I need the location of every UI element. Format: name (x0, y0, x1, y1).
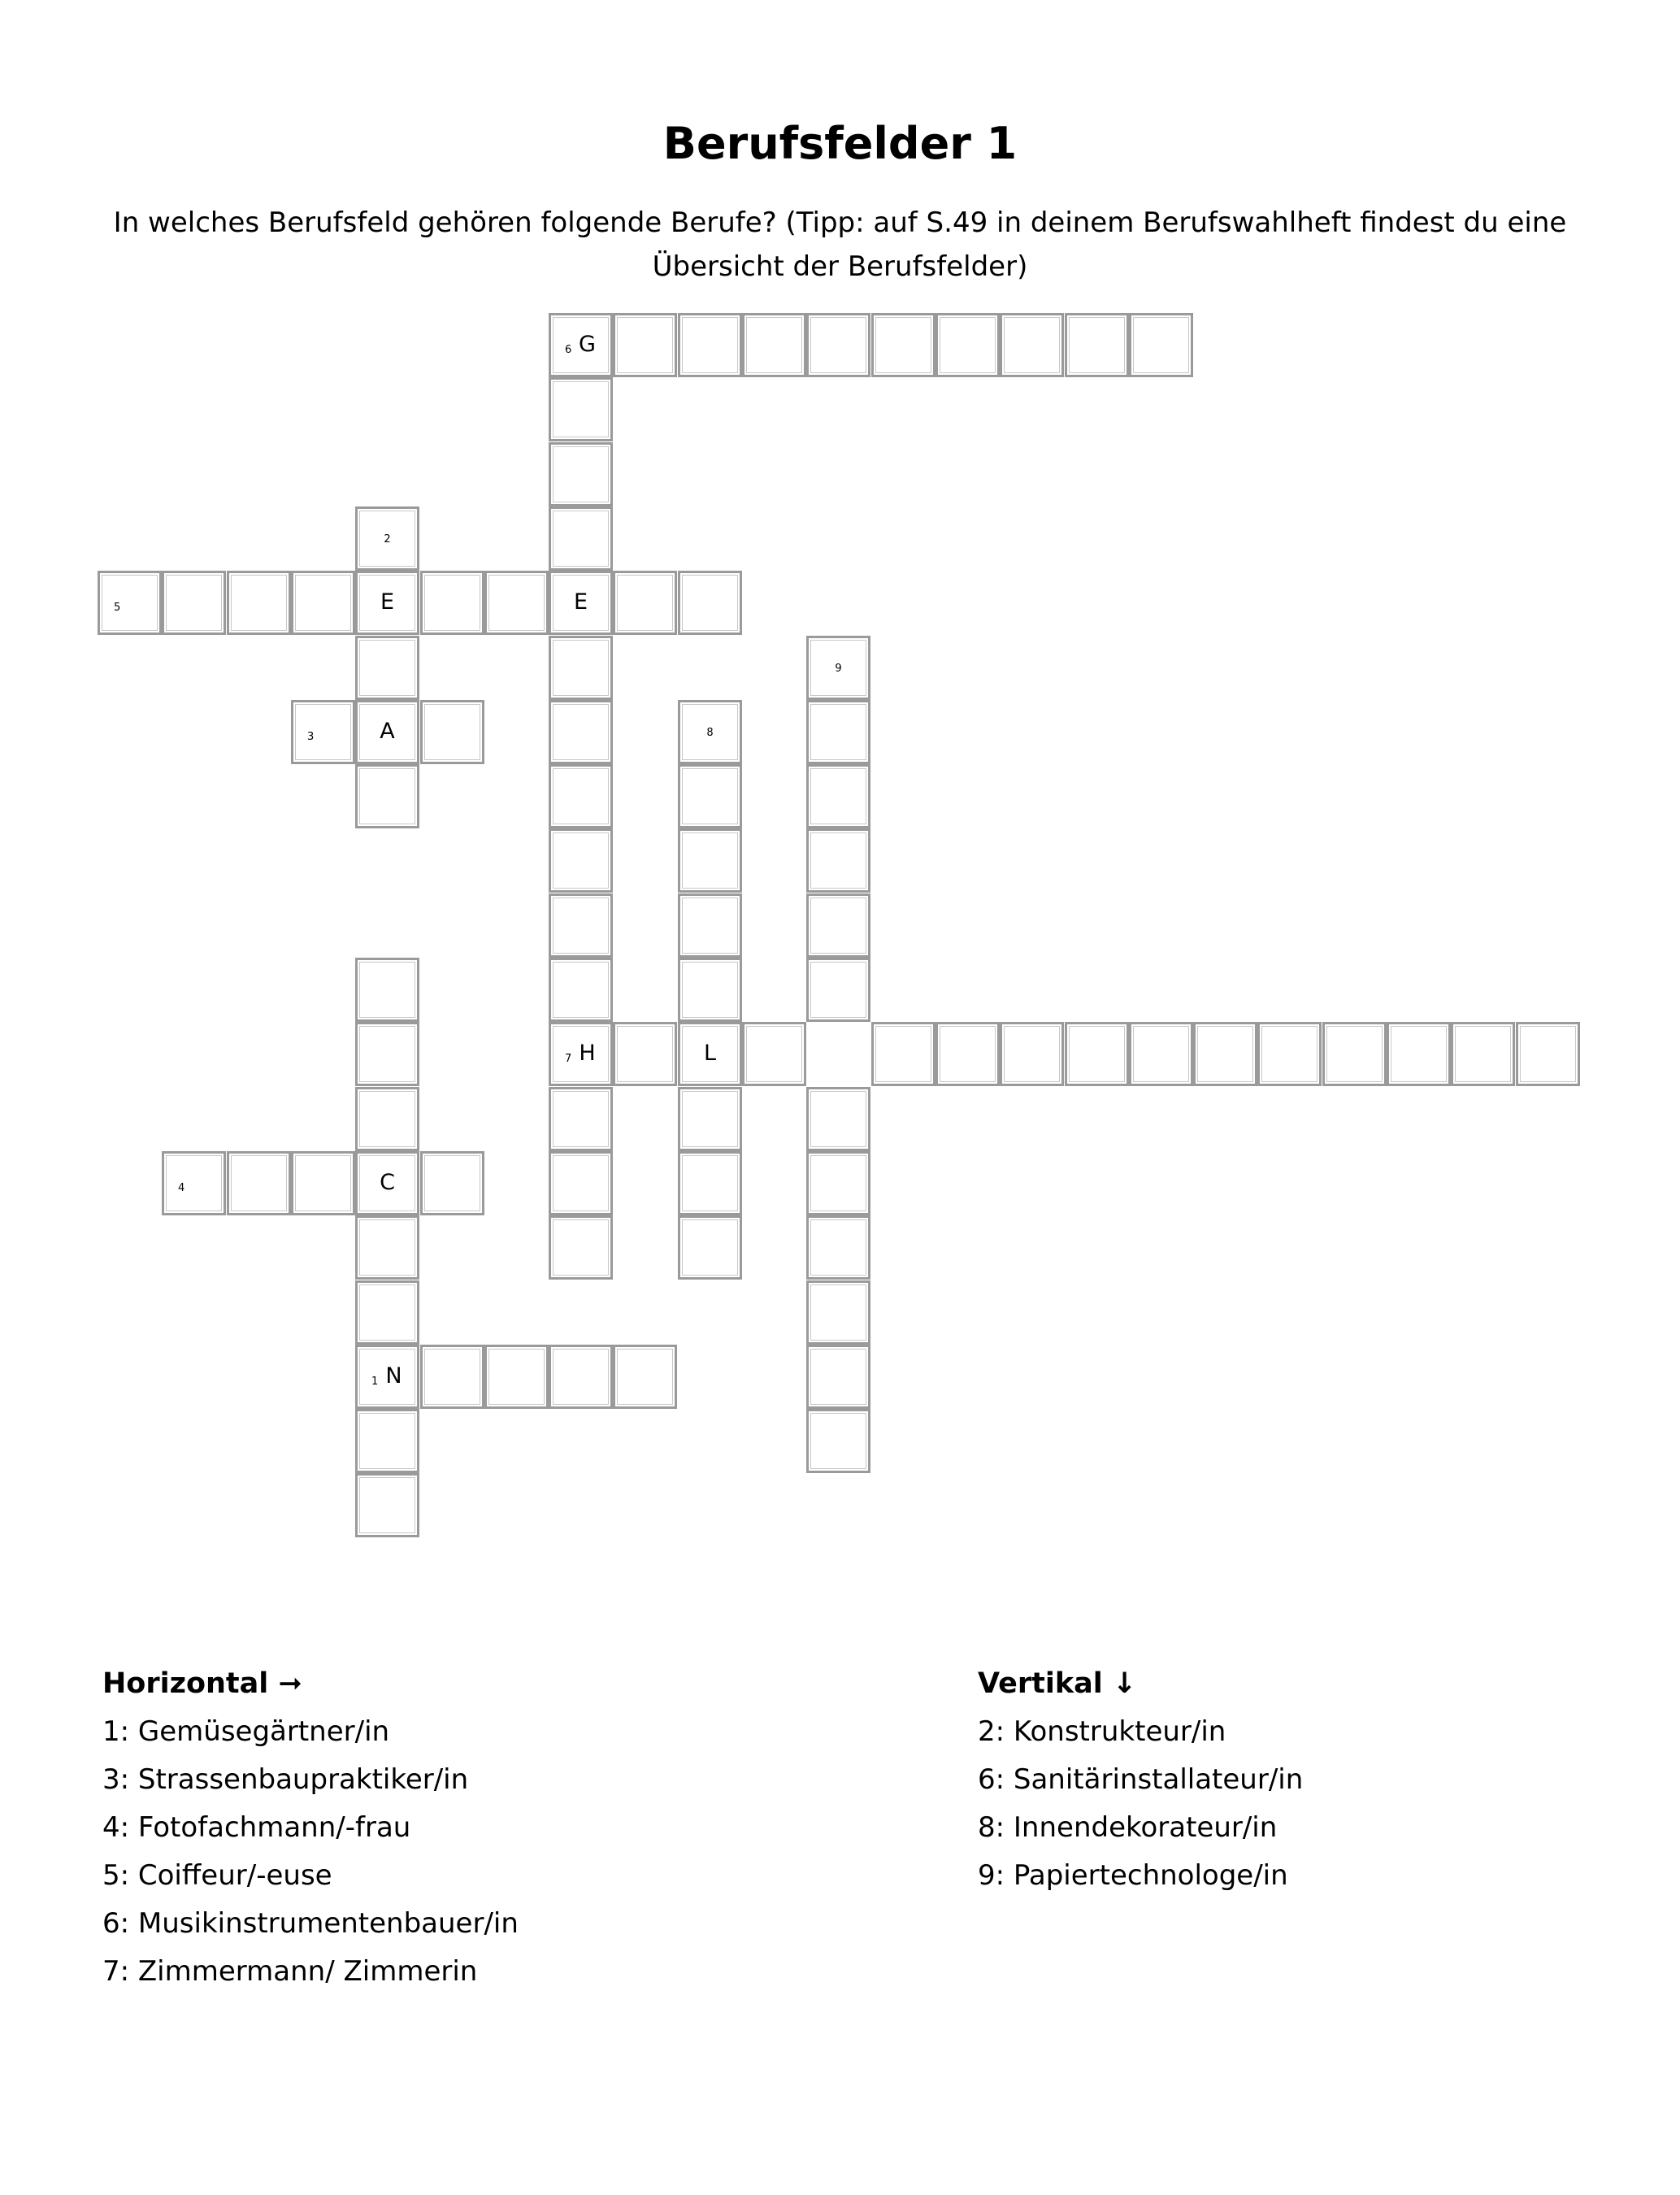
crossword-cell[interactable] (936, 313, 1000, 377)
clue-number: 7 (565, 1053, 572, 1065)
clue-number: 2 (384, 533, 391, 545)
crossword-cell[interactable] (678, 1215, 742, 1280)
crossword-cell[interactable] (355, 636, 419, 700)
crossword-cell[interactable] (162, 571, 226, 635)
crossword-cell[interactable] (549, 764, 613, 828)
crossword-cell[interactable] (806, 958, 870, 1022)
crossword-cell[interactable] (613, 1345, 677, 1409)
crossword-cell[interactable] (355, 1280, 419, 1345)
crossword-cell[interactable] (549, 1022, 613, 1086)
crossword-cell[interactable] (1257, 1022, 1322, 1086)
crossword-cell[interactable] (98, 571, 162, 635)
vertical-clues (978, 1660, 1303, 1900)
crossword-cell[interactable] (1129, 313, 1193, 377)
horizontal-heading: Horizontal ➞ (102, 1667, 302, 1700)
crossword-cell[interactable] (420, 1345, 484, 1409)
clue-down-2: 2: Konstrukteur/in (978, 1715, 1226, 1748)
crossword-cell[interactable] (549, 313, 613, 377)
crossword-cell[interactable] (806, 700, 870, 764)
horizontal-clues (102, 1660, 519, 1996)
crossword-cell[interactable] (162, 1151, 226, 1215)
given-letter: L (703, 1041, 717, 1066)
crossword-cell[interactable] (549, 1087, 613, 1151)
clue-across-3: 3: Strassenbaupraktiker/in (102, 1763, 469, 1796)
crossword-cell[interactable] (806, 1345, 870, 1409)
crossword-cell[interactable] (355, 764, 419, 828)
crossword-cell[interactable] (1065, 1022, 1129, 1086)
crossword-cell[interactable] (549, 1345, 613, 1409)
crossword-cell[interactable] (420, 700, 484, 764)
clue-across-1: 1: Gemüsegärtner/in (102, 1715, 390, 1748)
crossword-cell[interactable] (355, 1215, 419, 1280)
crossword-cell[interactable] (1065, 313, 1129, 377)
clue-across-6: 6: Musikinstrumentenbauer/in (102, 1907, 519, 1940)
crossword-cell[interactable] (1387, 1022, 1451, 1086)
crossword-cell[interactable] (678, 700, 742, 764)
crossword-cell[interactable] (1322, 1022, 1387, 1086)
crossword-cell[interactable] (549, 1215, 613, 1280)
crossword-cell[interactable] (613, 313, 677, 377)
clue-number: 5 (114, 602, 121, 614)
crossword-cell[interactable] (806, 893, 870, 958)
crossword-cell[interactable] (678, 1087, 742, 1151)
crossword-cell[interactable] (355, 1345, 419, 1409)
crossword-cell[interactable] (1193, 1022, 1257, 1086)
crossword-cell[interactable] (806, 1409, 870, 1473)
crossword-cell[interactable] (613, 571, 677, 635)
clue-number: 6 (565, 344, 572, 356)
crossword-cell[interactable] (678, 828, 742, 893)
crossword-cell[interactable] (549, 506, 613, 571)
crossword-cell[interactable] (549, 1151, 613, 1215)
crossword-cell[interactable] (871, 1022, 936, 1086)
crossword-cell[interactable] (806, 828, 870, 893)
crossword-cell[interactable] (484, 571, 549, 635)
crossword-cell[interactable] (806, 313, 870, 377)
given-letter: E (573, 589, 588, 615)
crossword-cell[interactable] (549, 893, 613, 958)
given-letter: A (380, 719, 395, 744)
vertical-heading: Vertikal ↓ (978, 1667, 1137, 1700)
clue-down-8: 8: Innendekorateur/in (978, 1811, 1278, 1844)
clue-across-4: 4: Fotofachmann/-frau (102, 1811, 411, 1844)
clue-number: 3 (307, 731, 315, 743)
crossword-cell[interactable] (484, 1345, 549, 1409)
crossword-cell[interactable] (678, 313, 742, 377)
crossword-cell[interactable] (355, 571, 419, 635)
crossword-cell[interactable] (806, 1215, 870, 1280)
crossword-cell[interactable] (678, 571, 742, 635)
crossword-cell[interactable] (936, 1022, 1000, 1086)
crossword-cell[interactable] (1451, 1022, 1515, 1086)
crossword-cell[interactable] (291, 571, 355, 635)
given-letter: G (579, 332, 596, 357)
crossword-cell[interactable] (227, 1151, 291, 1215)
crossword-cell[interactable] (806, 764, 870, 828)
crossword-cell[interactable] (549, 700, 613, 764)
crossword-cell[interactable] (355, 958, 419, 1022)
crossword-cell[interactable] (806, 1280, 870, 1345)
crossword-cell[interactable] (355, 1087, 419, 1151)
crossword-cell[interactable] (420, 1151, 484, 1215)
crossword-cell[interactable] (678, 764, 742, 828)
page-title: Berufsfelder 1 (662, 118, 1018, 169)
crossword-cell[interactable] (291, 1151, 355, 1215)
crossword-cell[interactable] (678, 958, 742, 1022)
crossword-cell[interactable] (355, 1022, 419, 1086)
crossword-cell[interactable] (355, 506, 419, 571)
crossword-cell[interactable] (420, 571, 484, 635)
crossword-cell[interactable] (871, 313, 936, 377)
crossword-cell[interactable] (806, 1087, 870, 1151)
crossword-cell[interactable] (1000, 313, 1064, 377)
crossword-cell[interactable] (678, 1151, 742, 1215)
crossword-cell[interactable] (742, 313, 806, 377)
given-letter: C (380, 1170, 395, 1195)
clue-number: 1 (371, 1376, 379, 1388)
crossword-cell[interactable] (291, 700, 355, 764)
clue-number: 8 (706, 727, 714, 739)
crossword-cell[interactable] (549, 636, 613, 700)
crossword-cell[interactable] (678, 1022, 742, 1086)
crossword-cell[interactable] (1129, 1022, 1193, 1086)
crossword-cell[interactable] (806, 1151, 870, 1215)
crossword-cell[interactable] (355, 700, 419, 764)
crossword-cell[interactable] (355, 1151, 419, 1215)
given-letter: E (380, 589, 395, 615)
crossword-cell[interactable] (549, 571, 613, 635)
crossword-cell[interactable] (806, 636, 870, 700)
crossword-cell[interactable] (227, 571, 291, 635)
crossword-cell[interactable] (355, 1409, 419, 1473)
instructions: In welches Berufsfeld gehören folgende Berufe? (Tipp: auf S.49 in deinem Berufswahlheft findest du eine Übersicht der Berufsfelder) (113, 206, 1567, 283)
clue-across-5: 5: Coiffeur/-euse (102, 1859, 332, 1892)
crossword-cell[interactable] (1000, 1022, 1064, 1086)
clue-across-7: 7: Zimmermann/ Zimmerin (102, 1955, 478, 1988)
clue-number: 9 (835, 663, 842, 675)
crossword-cell[interactable] (742, 1022, 806, 1086)
crossword-cell[interactable] (549, 958, 613, 1022)
crossword-cell[interactable] (549, 377, 613, 441)
crossword-cell[interactable] (355, 1473, 419, 1537)
clue-number: 4 (178, 1182, 185, 1194)
crossword-cell[interactable] (549, 442, 613, 506)
clue-down-9: 9: Papiertechnologe/in (978, 1859, 1288, 1892)
crossword-cell[interactable] (1516, 1022, 1580, 1086)
crossword-cell[interactable] (678, 893, 742, 958)
crossword-cell[interactable] (549, 828, 613, 893)
crossword-cell[interactable] (613, 1022, 677, 1086)
given-letter: H (579, 1041, 596, 1066)
given-letter: N (385, 1363, 402, 1389)
clue-down-6: 6: Sanitärinstallateur/in (978, 1763, 1304, 1796)
